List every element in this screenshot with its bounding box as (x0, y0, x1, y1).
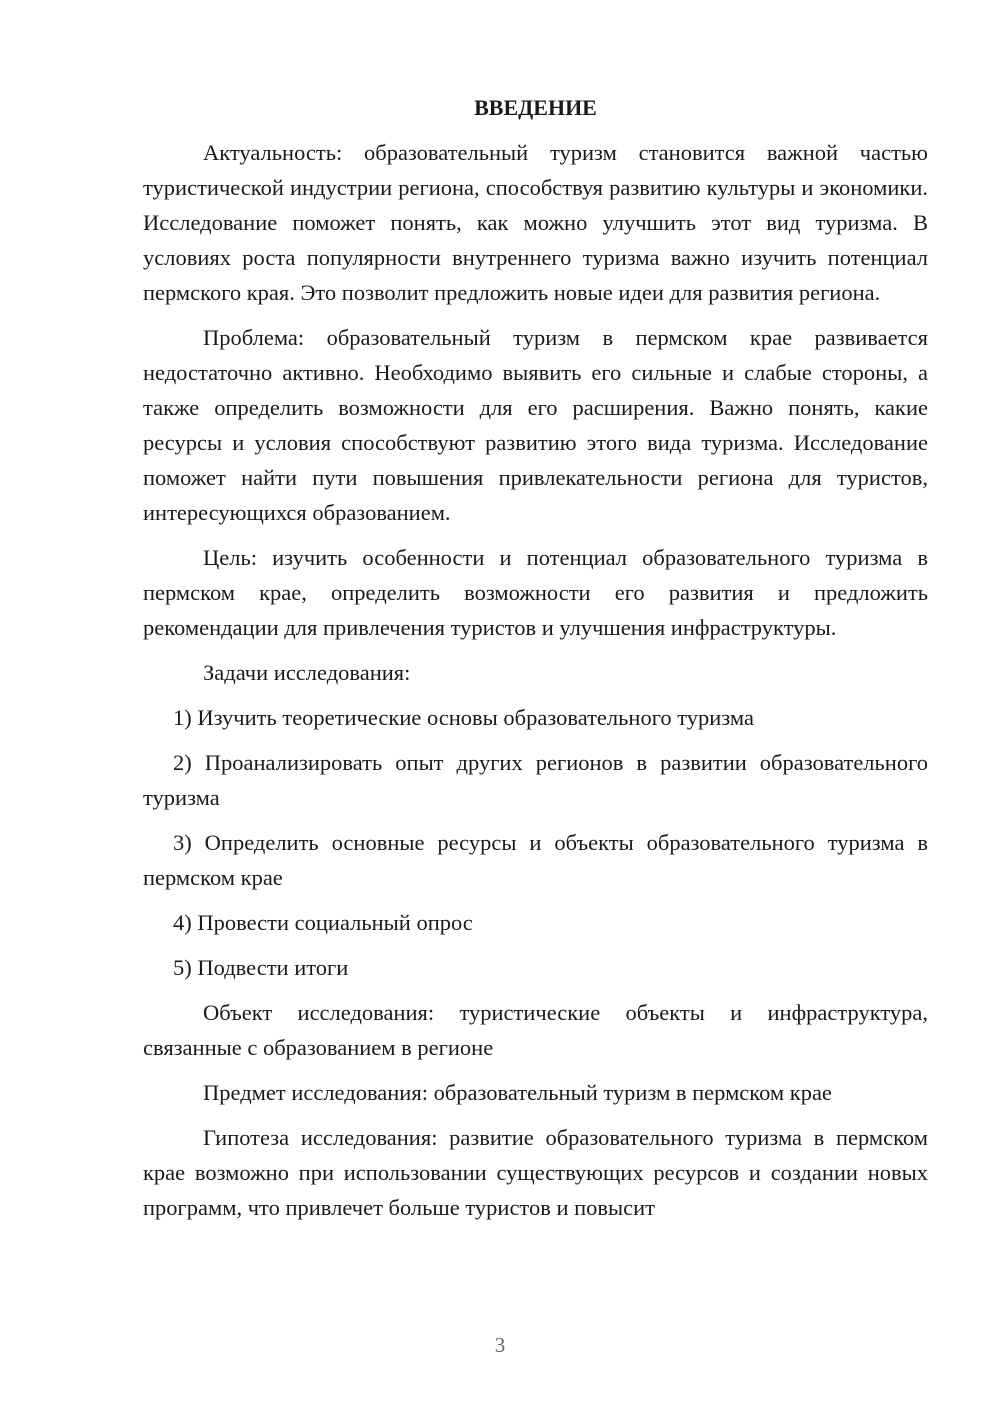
paragraph-goal: Цель: изучить особенности и потенциал образовательного туризма в пермском крае, определить возможности его развития и предложить рекомендации для привлечения туристов и улучшения инфраструктуры. (143, 545, 928, 640)
document-title: ВВЕДЕНИЕ (474, 95, 597, 120)
paragraph-relevance: Актуальность: образовательный туризм становится важной частью туристической индустрии региона, способствуя развитию культуры и экономики. Исследование поможет понять, как можно улучшить этот вид туризма. В условиях роста популярности внутреннего туризма важно изучить потенциал пермского края. Это позволит предложить новые идеи для развития региона. (143, 140, 928, 305)
paragraph-hypothesis: Гипотеза исследования: развитие образовательного туризма в пермском крае возможно при использовании существующих ресурсов и создании новых программ, что привлечет больше туристов и повысит (143, 1125, 928, 1220)
task-item-5: 5) Подвести итоги (173, 955, 349, 980)
task-item-3: 3) Определить основные ресурсы и объекты образовательного туризма в пермском крае (143, 830, 928, 890)
task-item-1: 1) Изучить теоретические основы образовательного туризма (173, 705, 754, 730)
paragraph-object: Объект исследования: туристические объекты и инфраструктура, связанные с образованием в регионе (143, 1000, 928, 1060)
tasks-list (143, 700, 928, 985)
document-page (143, 90, 928, 1235)
tasks-heading: Задачи исследования: (203, 660, 411, 685)
paragraph-problem: Проблема: образовательный туризм в пермском крае развивается недостаточно активно. Необходимо выявить его сильные и слабые стороны, а также определить возможности для его расширения. Важно понять, какие ресурсы и условия способствуют развитию этого вида туризма. Исследование поможет найти пути повышения привлекательности региона для туристов, интересующихся образованием. (143, 325, 928, 525)
task-item-2: 2) Проанализировать опыт других регионов в развитии образовательного туризма (143, 750, 928, 810)
paragraph-subject: Предмет исследования: образовательный туризм в пермском крае (203, 1080, 832, 1105)
page-number: 3 (494, 1333, 506, 1357)
task-item-4: 4) Провести социальный опрос (173, 910, 473, 935)
